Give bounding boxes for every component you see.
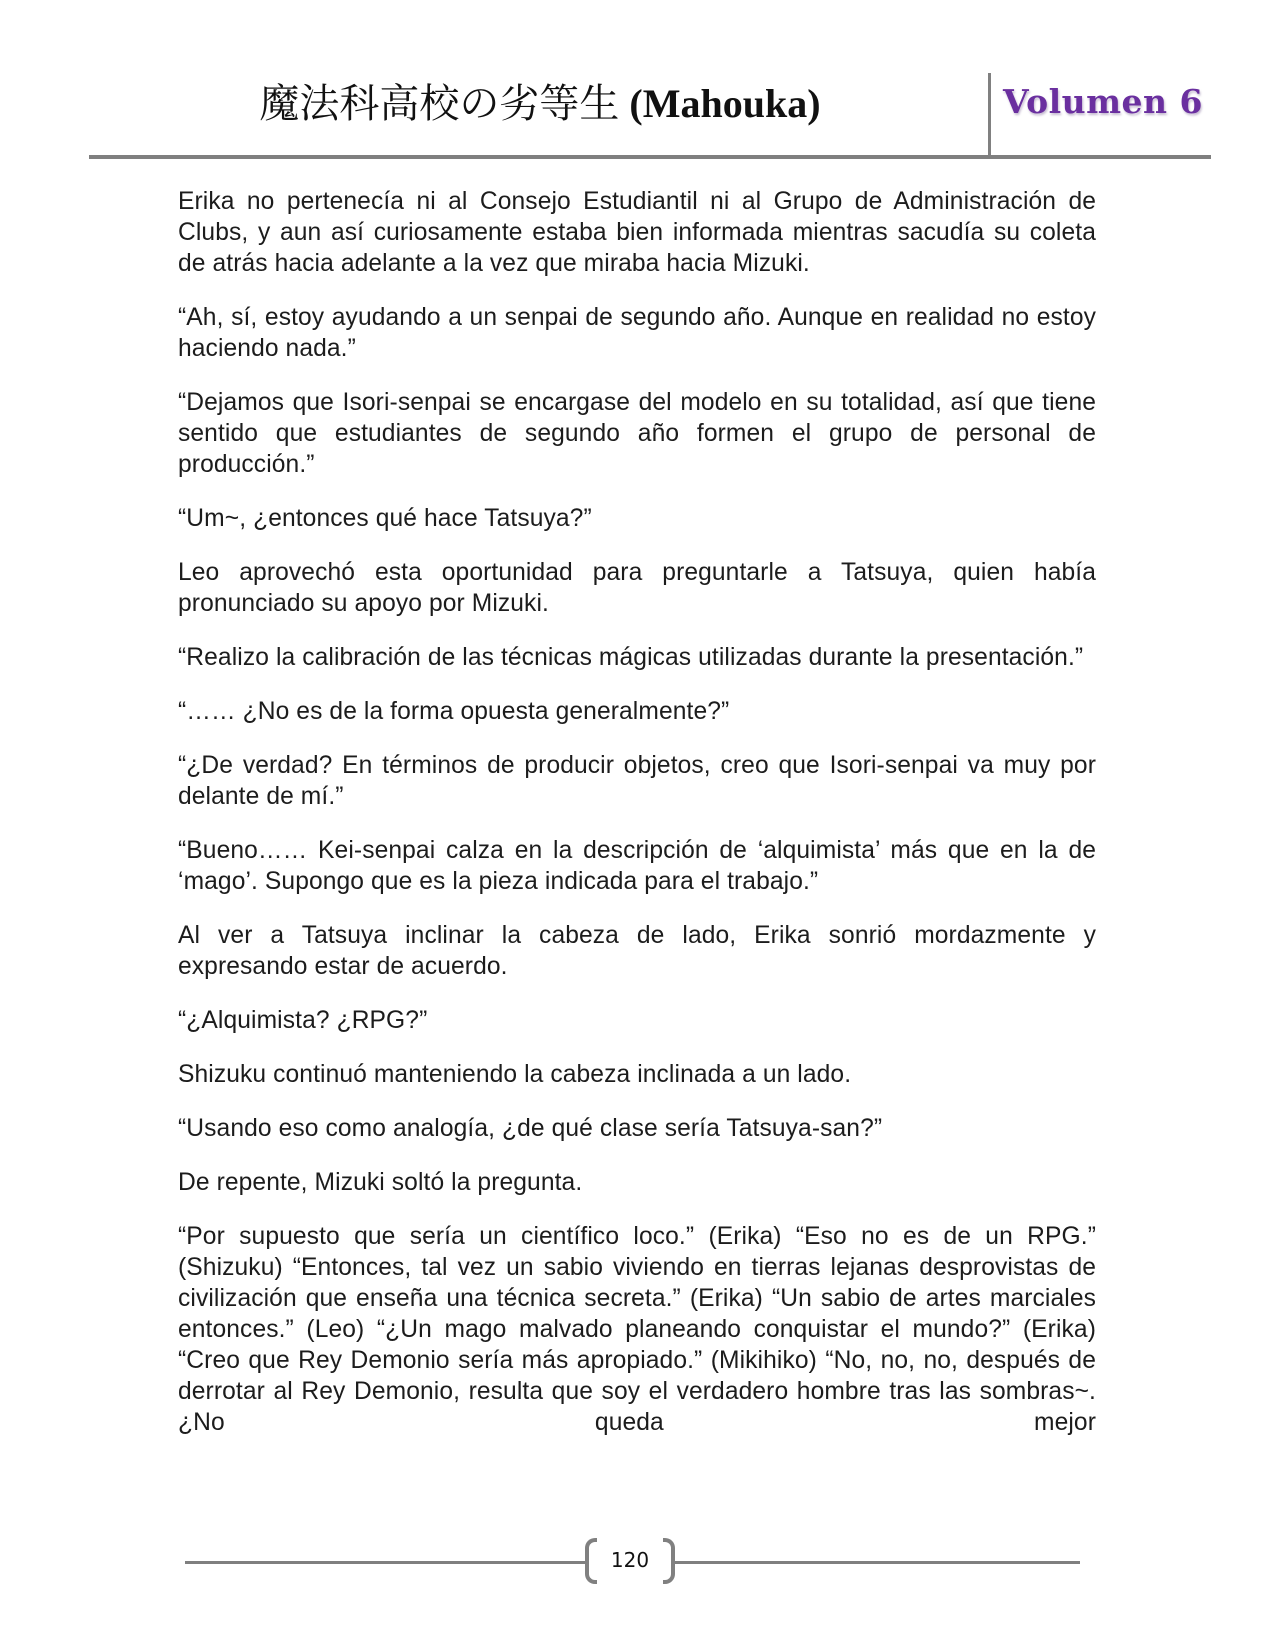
page-footer — [0, 1530, 1275, 1590]
paragraph: “Realizo la calibración de las técnicas mágicas utilizadas durante la presentación.” — [178, 644, 1084, 671]
book-title — [150, 80, 930, 128]
page-number: 120 — [610, 1548, 650, 1572]
paragraph: “…… ¿No es de la forma opuesta generalmente?” — [178, 698, 730, 725]
paragraph: Erika no pertenecía ni al Consejo Estudiantil ni al Grupo de Administración de Clubs, y aun así curiosamente estaba bien informada mientras sacudía su coleta de atrás hacia adelante a la vez que miraba hacia Mizuki. — [178, 188, 1096, 277]
left-bracket-icon — [585, 1538, 597, 1584]
paragraph: “Ah, sí, estoy ayudando a un senpai de segundo año. Aunque en realidad no estoy haciendo nada.” — [178, 304, 1096, 362]
footer-rule-left — [185, 1561, 585, 1564]
footer-rule-right — [675, 1561, 1080, 1564]
paragraph: “Bueno…… Kei-senpai calza en la descripción de ‘alquimista’ más que en la de ‘mago’. Supongo que es la pieza indicada para el trabajo.” — [178, 837, 1096, 895]
right-bracket-icon — [663, 1538, 675, 1584]
paragraph: “¿De verdad? En términos de producir objetos, creo que Isori-senpai va muy por delante de mí.” — [178, 752, 1096, 810]
book-title-japanese: 魔法科高校の劣等生 — [259, 81, 620, 126]
paragraph: De repente, Mizuki soltó la pregunta. — [178, 1169, 583, 1196]
paragraph: Leo aprovechó esta oportunidad para preguntarle a Tatsuya, quien había pronunciado su apoyo por Mizuki. — [178, 559, 1096, 617]
paragraph: “Por supuesto que sería un científico loco.” (Erika) “Eso no es de un RPG.” (Shizuku) “Entonces, tal vez un sabio viviendo en tierras lejanas desprovistas de civilización que enseña una técnica secreta.” (Erika) “Un sabio de artes marciales entonces.” (Leo) “¿Un mago malvado planeando conquistar el mundo?” (Erika) “Creo que Rey Demonio sería más apropiado.” (Mikihiko) “No, no, no, después de derrotar al Rey Demonio, resulta que soy el verdadero hombre tras las sombras~. ¿No queda mejor — [178, 1223, 1096, 1436]
paragraph: Shizuku continuó manteniendo la cabeza inclinada a un lado. — [178, 1061, 852, 1088]
paragraph: “Dejamos que Isori-senpai se encargase del modelo en su totalidad, así que tiene sentido que estudiantes de segundo año formen el grupo de personal de producción.” — [178, 389, 1096, 478]
paragraph: Al ver a Tatsuya inclinar la cabeza de lado, Erika sonrió mordazmente y expresando estar de acuerdo. — [178, 922, 1096, 980]
page-body — [178, 186, 1096, 1461]
book-title-latin: (Mahouka) — [629, 81, 821, 126]
header-vertical-divider — [988, 73, 991, 159]
volume-label: Volumen 6 — [1003, 82, 1203, 121]
page-header — [0, 0, 1275, 160]
paragraph: “Usando eso como analogía, ¿de qué clase sería Tatsuya-san?” — [178, 1115, 883, 1142]
header-rule — [89, 155, 1211, 159]
paragraph: “¿Alquimista? ¿RPG?” — [178, 1007, 428, 1034]
paragraph: “Um~, ¿entonces qué hace Tatsuya?” — [178, 505, 592, 532]
